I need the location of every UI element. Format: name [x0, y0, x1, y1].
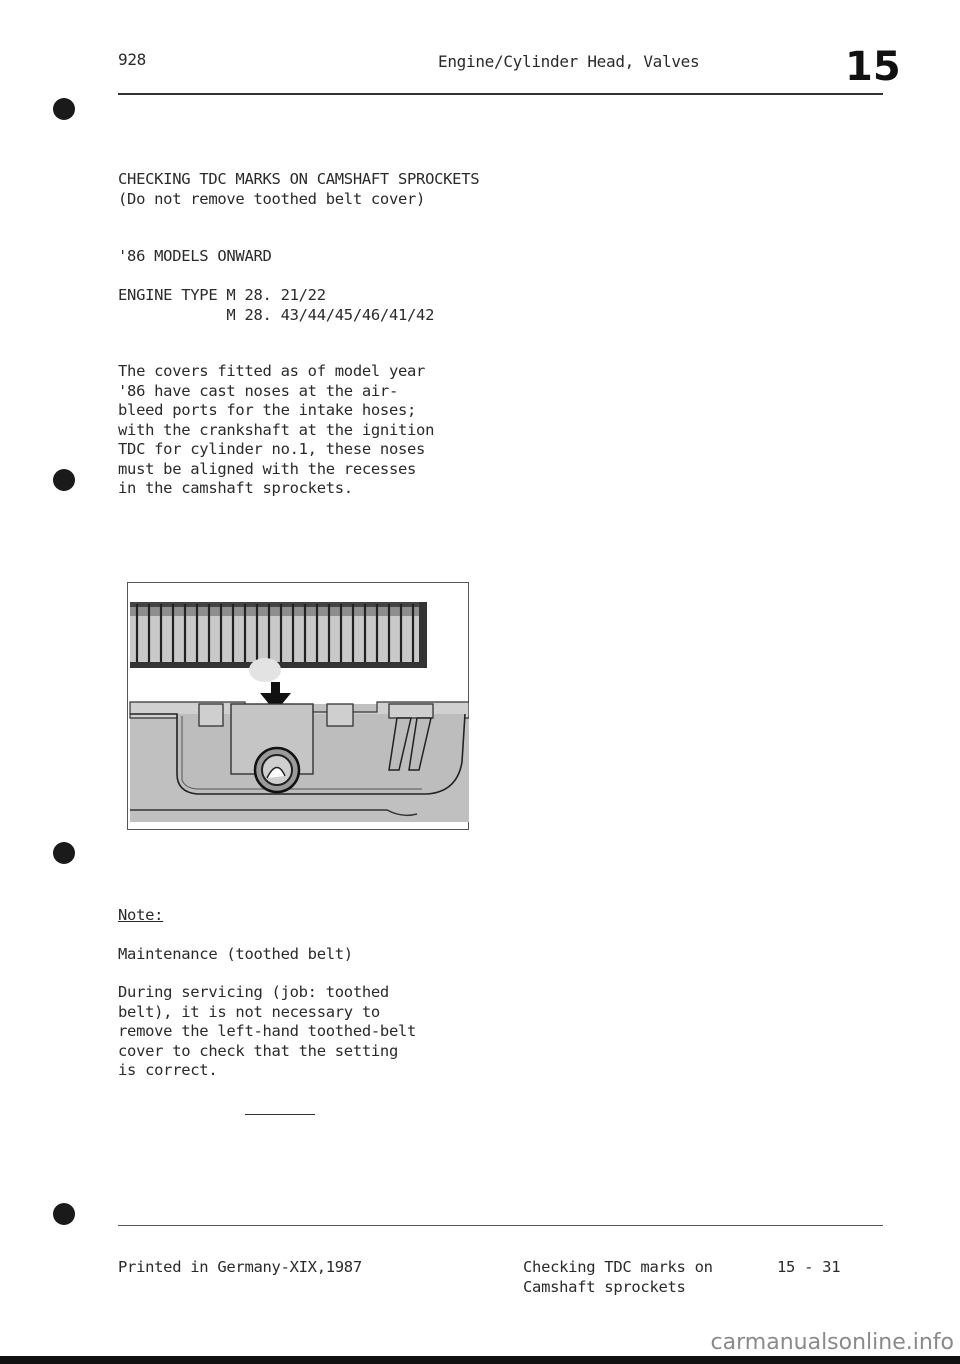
watermark: carmanualsonline.info	[710, 1330, 954, 1355]
scan-edge	[0, 1356, 960, 1364]
binder-hole	[53, 98, 75, 120]
note-label: Note:	[118, 906, 164, 924]
footer-rule	[118, 1225, 883, 1226]
chapter-number: 15	[845, 44, 901, 90]
note-body: During servicing (job: toothed belt), it is not necessary to remove the left-hand toothed-belt cover to check that the setting is correct.	[118, 983, 417, 1079]
binder-hole	[53, 469, 75, 491]
binder-hole	[53, 842, 75, 864]
print-info: Printed in Germany-XIX,1987	[118, 1258, 362, 1276]
binder-hole	[53, 1203, 75, 1225]
footer-section-title: Checking TDC marks on Camshaft sprockets	[523, 1258, 713, 1296]
air-bleed-port	[255, 748, 299, 792]
engine-type: ENGINE TYPE M 28. 21/22 M 28. 43/44/45/46/41/42	[118, 286, 435, 324]
section-heading: CHECKING TDC MARKS ON CAMSHAFT SPROCKETS (Do not remove toothed belt cover)	[118, 170, 480, 208]
body-paragraph: The covers fitted as of model year '86 have cast noses at the air- bleed ports for the intake hoses; with the crankshaft at the ignition TDC for cylinder no.1, these noses must be aligned with the recesses in the camshaft sprockets.	[118, 362, 435, 497]
camshaft-cover-illustration	[127, 582, 469, 830]
end-of-section-rule	[245, 1114, 315, 1115]
page-header-title: Engine/Cylinder Head, Valves	[438, 52, 700, 71]
page-number: 15 - 31	[777, 1258, 841, 1276]
note-subject: Maintenance (toothed belt)	[118, 945, 353, 963]
belt-cover	[130, 702, 469, 822]
header-rule	[118, 93, 883, 95]
camshaft-sprocket	[130, 602, 427, 668]
model-range: '86 MODELS ONWARD	[118, 247, 272, 265]
model-number: 928	[118, 50, 146, 69]
